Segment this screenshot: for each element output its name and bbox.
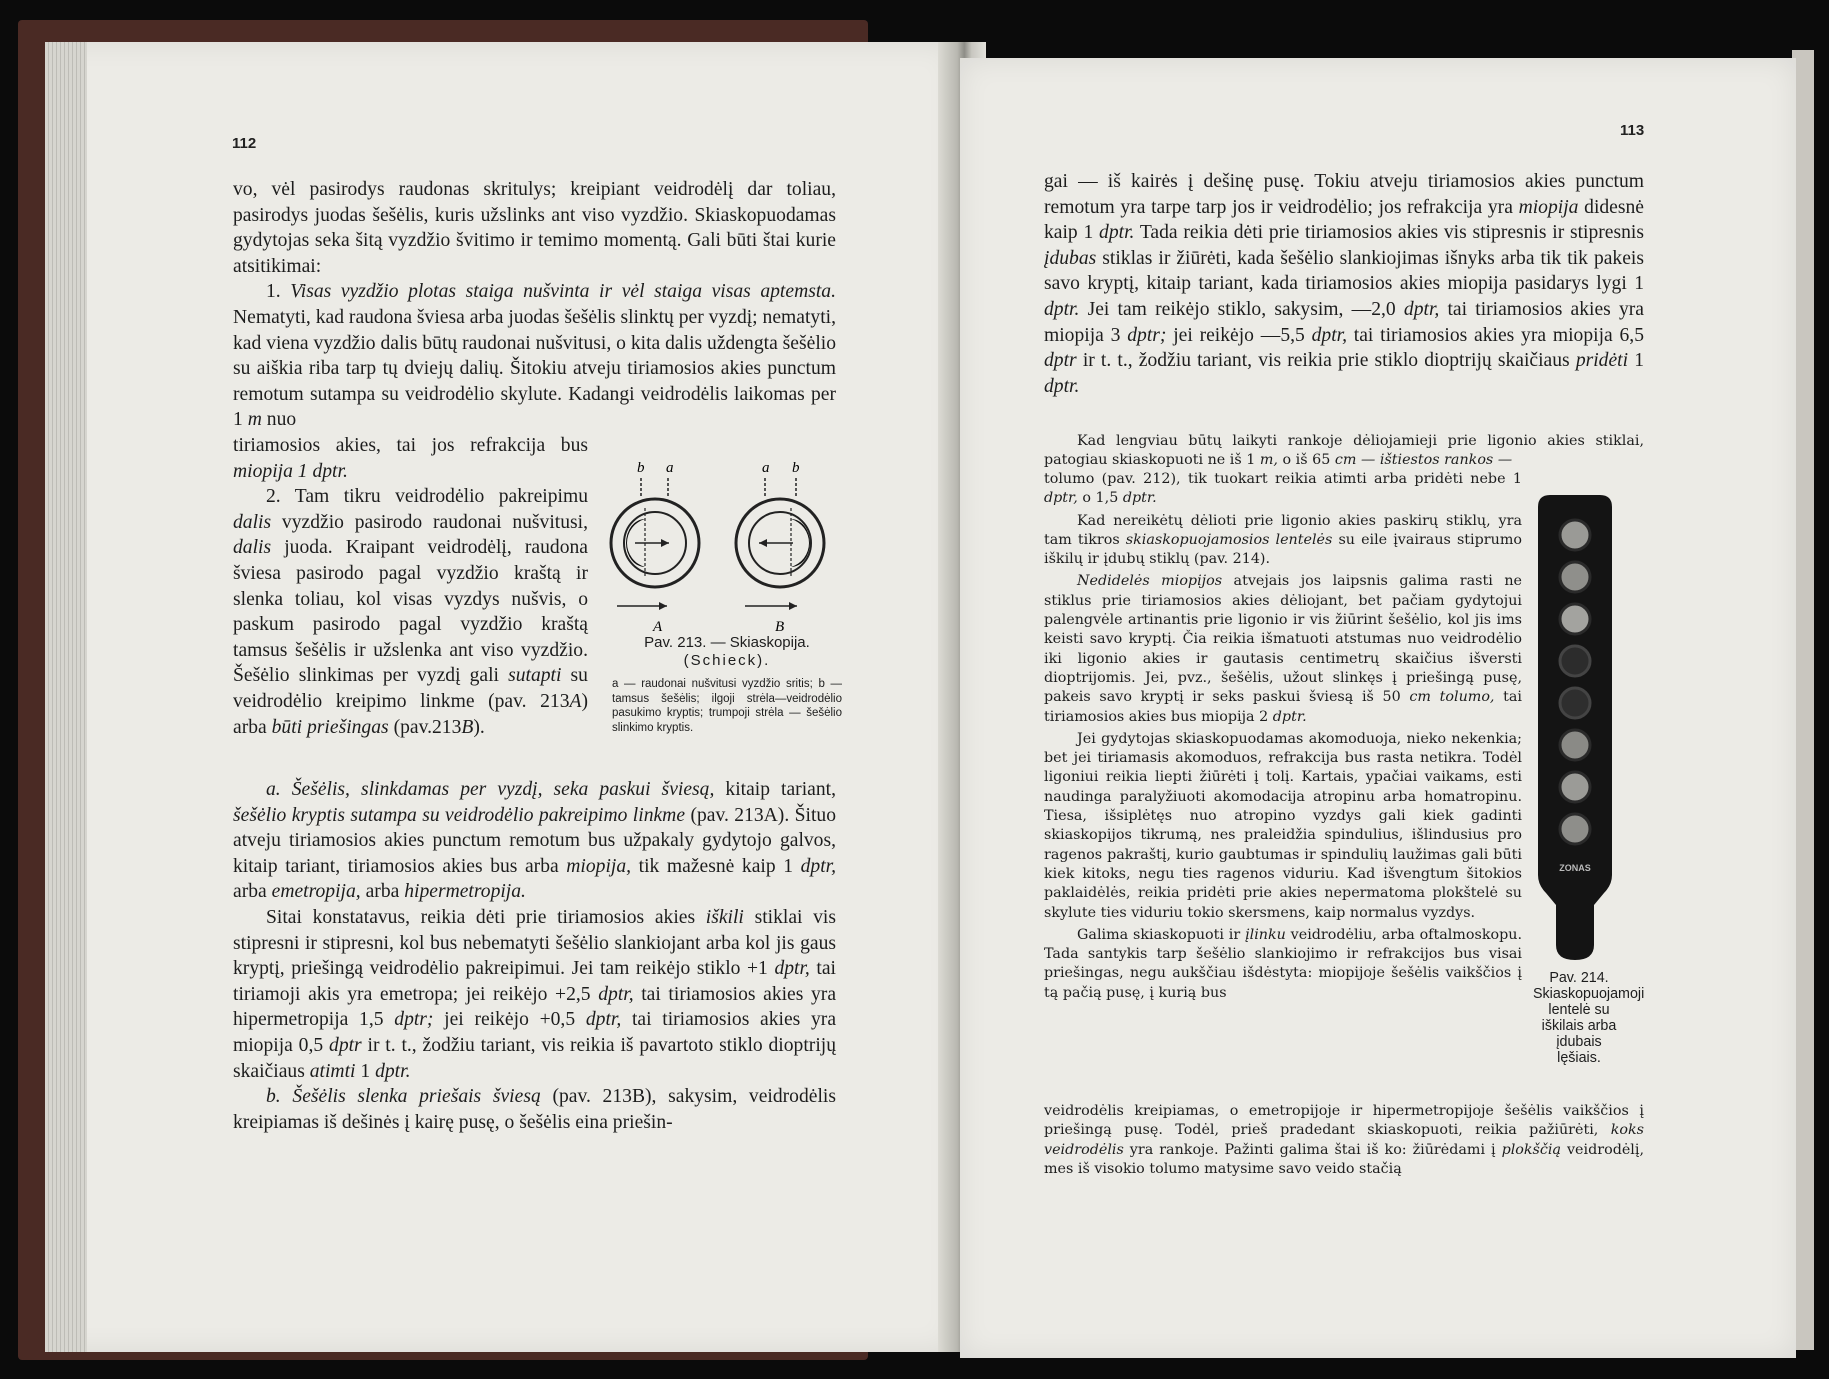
paragraph-concave-mirror-end: veidrodėlis kreipiamas, o emetropijoje ir hipermetropijoje šešėlis vaikščios į priešingą pusę. Todėl, prieš pradedant skiaskopuoti, reikia pažiūrėti, koks veidrodėlis yra rankoje. Pažinti galima štai iš ko: žiūrėdami į plokščią veidrodėlį, mes iš visokio tolumo matysime savo veido stačią (1044, 1103, 1645, 1177)
label-a-left: a (666, 460, 674, 476)
figure-213-skiascopy-diagram (605, 448, 850, 638)
paragraph-concave-mirror: Galima skiaskopuoti ir įlinku veidrodėliu, arba oftalmoskopu. Tada santykis tarp šešėlio slankiojimo ir refrakcijos bus visai priešingas, negu aukščiau išdėstyta: miopijoje šešėlis vaikščios į tą pačią pusę, į kurią bus (1044, 926, 1522, 1001)
left-body-bottom (233, 777, 836, 1135)
left-body-top (233, 177, 836, 433)
small-paragraphs-wrapped (1044, 470, 1522, 1003)
lens-1 (1560, 520, 1590, 550)
panel-a-label: A (653, 619, 663, 635)
paragraph-case-1-end: tiriamosios akies, tai jos refrakcija bus miopija 1 dptr. (233, 435, 588, 482)
figure-214-skiascopy-plate (1530, 495, 1620, 960)
panel-b-diagram (736, 460, 824, 635)
small-paragraph-distance (1044, 432, 1644, 471)
lens-7 (1560, 772, 1590, 802)
paragraph-distance-end: tolumo (pav. 212), tik tuokart reikia atimti arba pridėti nebe 1 dptr, o 1,5 dptr. (1044, 471, 1522, 507)
lens-5 (1560, 688, 1590, 718)
paragraph-sitai: Sitai konstatavus, reikia dėti prie tiriamosios akies iškili stiklai vis stipresni ir stipresni, kol bus nebematyti šešėlio slankiojant arba kol jis gaus kryptį, priešingą veidrodėlio pakreipimui. Jei tam reikėjo stiklo +1 dptr, tai tiriamoji akis yra emetropa; jei reikėjo +2,5 dptr, tai tiriamosios akies yra hipermetropija 1,5 dptr; jei reikėjo +0,5 dptr, tai tiriamosios akies yra miopija 0,5 dptr ir t. t., žodžiu tariant, vis reikia iš pavartoto stiklo dioptrijų skaičiaus atimti 1 dptr. (233, 906, 837, 1082)
left-body-wrapped (233, 433, 588, 740)
panel-a-diagram (611, 460, 699, 635)
right-body-top (1044, 169, 1644, 399)
lens-3 (1560, 604, 1590, 634)
paragraph-accommodation: Jei gydytojas skiaskopuodamas akomoduoja, nieko nekenkia; bet jei tiriamasis akomoduos, refrakcija bus rasta netikra. Todėl ligoniui reikia liepti žiūrėti į tolį. Kartais, ypačiai vaikams, esti naudinga paralyžiuoti akomodacija atropinu arba homatropinu. Tiesa, išsiplėtęs nuo atropino vyzdys gali kiek gadinti skiaskopijos tikrumą, nes praleidžia spindulius, išlindusius pro ragenos pakraštį, kurio gaubtumas ir spindulių laužimas gali būti kiek kitoks, negu ties ragenos viduriu. Kad išvengtum šitokios paklaidėlės, reikia pridėti prie akies nepermatoma plokštelė su skylute ties viduriu tokio skersmens, kaip normalus vyzdys. (1044, 730, 1522, 921)
paragraph-small-myopia: Nedidelės miopijos atvejais jos laipsnis galima rasti ne stiklus prie tiriamosios akies dėliojant, bet pačiam gydytojui palengvėle artinantis prie ligonio ir vis žiūrint šešėlio, kol jis ims keisti savo kryptį. Čia reikia išmatuoti atstumas nuo veidrodėlio iki ligonio akies ir gautasis centimetrų skaičius išversti dioptrijomis. Jei, pvz., šešėlis, užout slinkęs į priešingą pusę, pakeis savo kryptį ir seks paskui šviesą iš 50 cm tolumo, tai tiriamosios akies bus miopija 2 dptr. (1044, 573, 1522, 725)
lens-8 (1560, 814, 1590, 844)
figure-213-caption (612, 634, 842, 735)
paragraph-sub-a: a. Šešėlis, slinkdamas per vyzdį, seka paskui šviesą, kitaip tariant, šešėlio kryptis sutampa su veidrodėlio pakreipimo linkme (pav. 213A). Šituo atveju tiriamosios akies punctum remotum bus užpakaly gydytojo galvos, kitaip tariant, tiriamosios akies bus arba miopija, tik mažesnė kaip 1 dptr, arba emetropija, arba hipermetropija. (233, 779, 836, 903)
left-page-number: 112 (232, 135, 257, 152)
paragraph-continuation: gai — iš kairės į dešinę pusę. Tokiu atveju tiriamosios akies punctum remotum yra tarpe tarp jos ir veidrodėlio; jos refrakcija yra miopija didesnė kaip 1 dptr. Tada reikia dėti prie tiriamosios akies vis stipresnis ir stipresnis įdubas stiklas ir žiūrėti, kada šešėlio slankiojimas išnyks arba tik tik pakeis savo kryptį, kitaip tariant, kada tiriamosios akies miopija pasidarys lygi 1 dptr. Jei tam reikėjo stiklo, sakysim, —2,0 dptr, tai tiriamosios akies yra miopija 3 dptr; jei reikėjo —5,5 dptr, tai tiriamosios akies yra miopija 6,5 dptr ir t. t., žodžiu tariant, vis reikia prie stiklo dioptrijų skaičiaus pridėti 1 dptr. (1044, 171, 1644, 397)
right-page-number: 113 (1620, 122, 1645, 139)
plate-stamp: ZONAS (1559, 863, 1591, 873)
lens-6 (1560, 730, 1590, 760)
figure-213-caption-description: a — raudonai nušvitusi vyzdžio sritis; b — tamsus šešėlis; ilgoji strėla—veidrodėlio pasukimo kryptis; trumpoji strėla — šešėlio slinkimo kryptis. (612, 678, 842, 734)
panel-b-label: B (775, 619, 785, 635)
lens-4 (1560, 646, 1590, 676)
figure-213-caption-title: Pav. 213. — Skiaskopija. (644, 634, 810, 651)
page-edges (45, 42, 87, 1352)
paragraph-intro: vo, vėl pasirodys raudonas skritulys; kreipiant veidrodėlį dar toliau, pasirodys juodas šešėlis, kuris užslinks ant viso vyzdžio. Skiaskopuodamas gydytojas seka šitą vyzdžio švitimo ir temimo momentą. Gali būti štai kurie atsitikimai: (233, 179, 836, 277)
lens-2 (1560, 562, 1590, 592)
label-b-right: b (792, 460, 800, 476)
figure-214-caption-description: Skiaskopuojamoji lentelė su iškilais arba įdubais lęšiais. (1533, 986, 1645, 1066)
paragraph-case-2: 2. Tam tikru veidrodėlio pakreipimu dalis vyzdžio pasirodo raudonai nušvitusi, dalis juoda. Kraipant veidrodėlį, raudona šviesa pasirodo pagal vyzdžio kraštą ir slenka toliau, kol visas vyzdys nušvis, o paskum pasirodo pagal vyzdžio kraštą tamsus šešėlis ir užslenka ant viso vyzdžio. Šešėlio slinkimas per vyzdį gali sutapti su veidrodėlio kreipimo linkme (pav. 213A) arba būti priešingas (pav.213B). (233, 486, 588, 738)
paragraph-distance: Kad lengviau būtų laikyti rankoje dėliojamieji prie ligonio akies stiklai, patogiau skiaskopuoti ne iš 1 m, o iš 65 cm — ištiestos rankos — (1044, 433, 1644, 469)
figure-213-caption-author: (Schieck). (683, 652, 771, 669)
figure-214-caption (1533, 970, 1645, 1066)
label-b-left: b (637, 460, 645, 476)
small-paragraph-bottom (1044, 1102, 1644, 1179)
label-a-right: a (762, 460, 770, 476)
paragraph-plates: Kad nereikėtų dėlioti prie ligonio akies paskirų stiklų, yra tam tikros skiaskopuojamosios lentelės su eile įvairaus stiprumo iškilų ir įdubų stiklų (pav. 214). (1044, 512, 1522, 568)
paragraph-sub-b: b. Šešėlis slenka priešais šviesą (pav. 213B), sakysim, veidrodėlis kreipiamas iš dešinės į kairę pusę, o šešėlis eina priešin- (233, 1086, 836, 1133)
figure-214-caption-title: Pav. 214. (1549, 970, 1609, 986)
paragraph-case-1: 1. Visas vyzdžio plotas staiga nušvinta ir vėl staiga visas aptemsta. Nematyti, kad raudona šviesa arba juodas šešėlis slinktų per vyzdį; nematyti, kad viena vyzdžio dalis būtų raudonai nušvitusi, o kita dalis uždengta šešėlio su aiškia riba tarp tų dviejų dalių. Šitokiu atveju tiriamosios akies punctum remotum sutampa su veidrodėlio skylute. Kadangi veidrodėlis laikomas per 1 m nuo (233, 281, 836, 431)
